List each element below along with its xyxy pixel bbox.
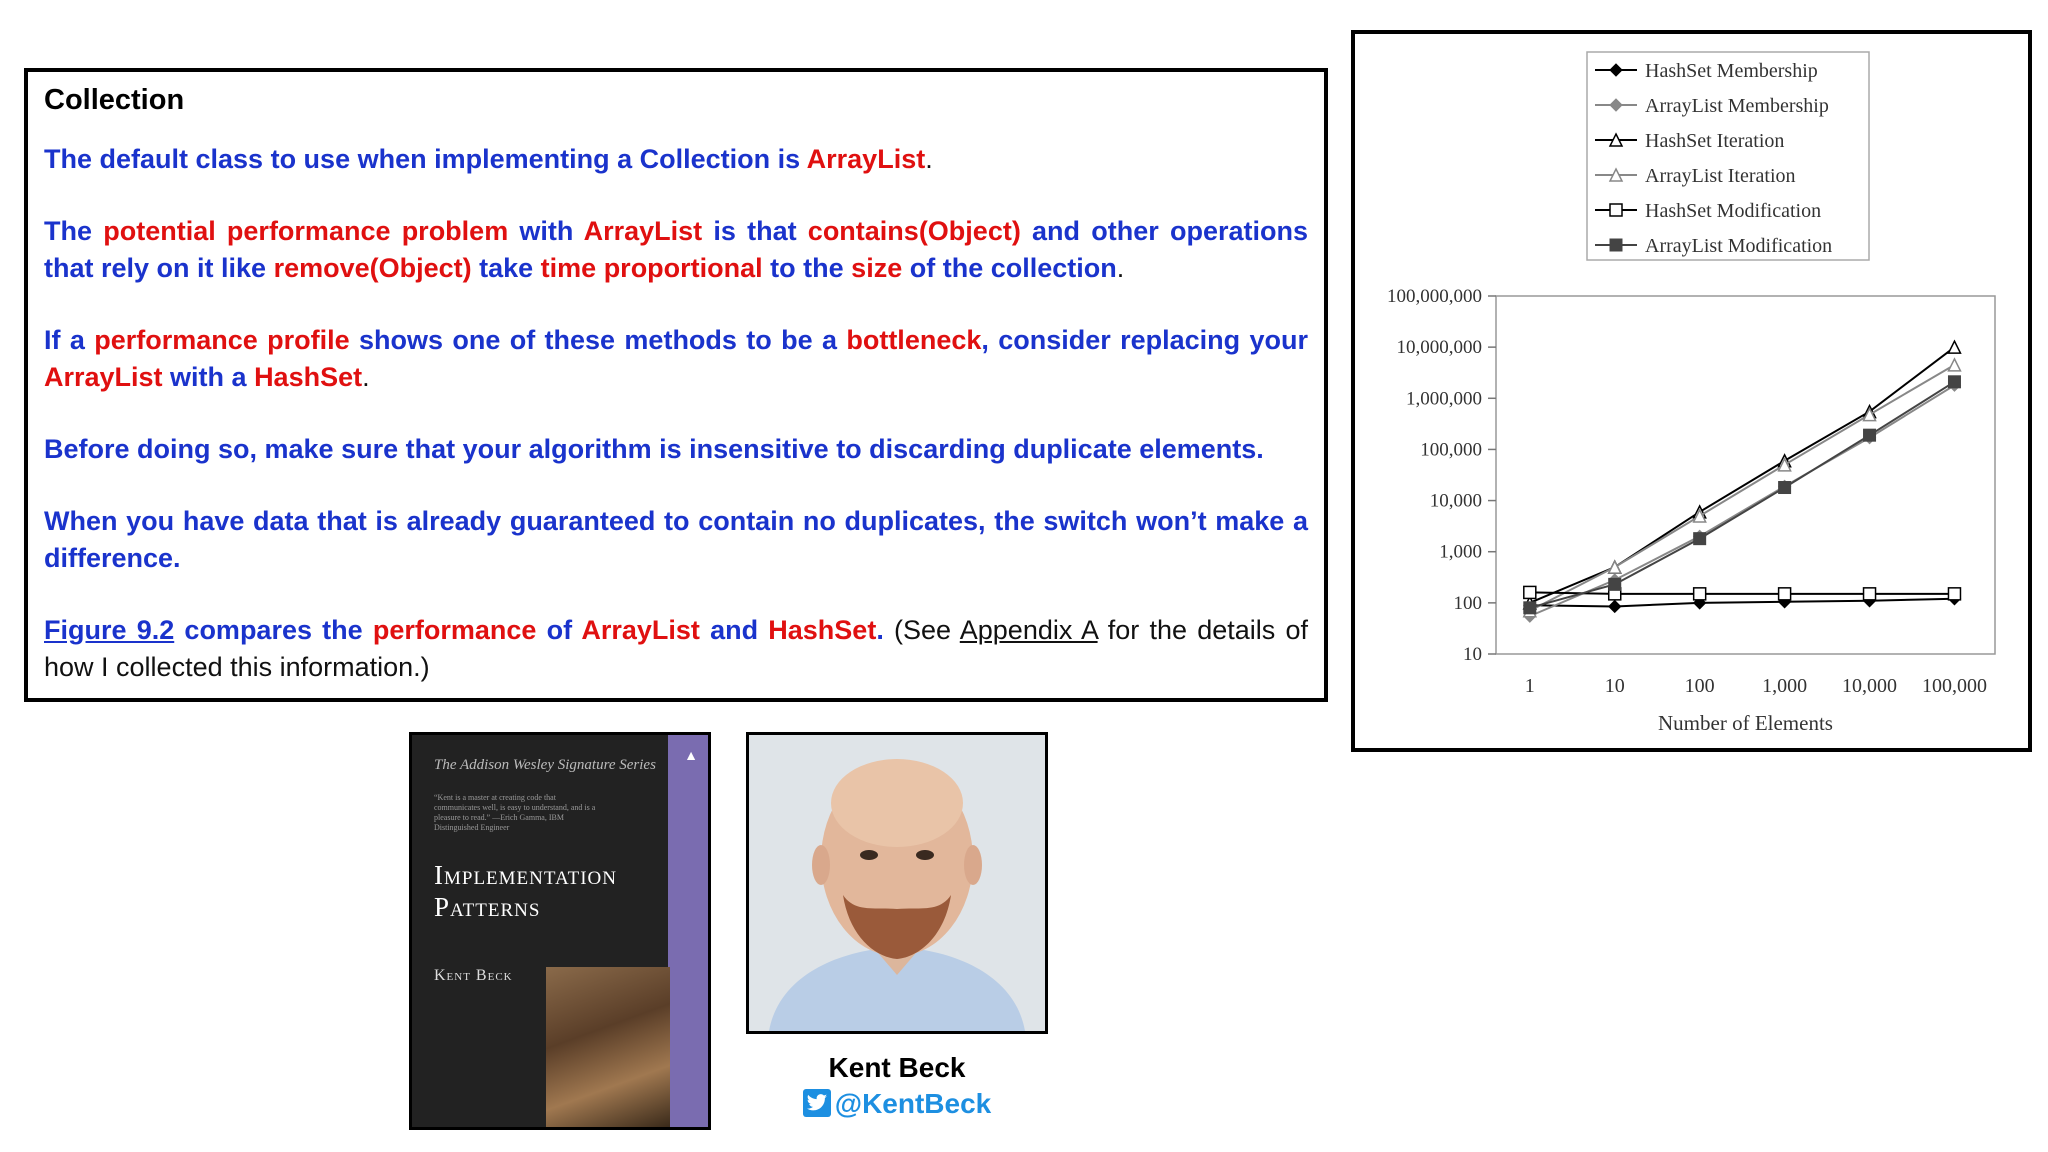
paragraph-performance-problem bbox=[44, 213, 1308, 287]
text-span: with bbox=[508, 216, 584, 246]
text-span: . bbox=[1116, 253, 1125, 283]
x-tick-label: 1,000 bbox=[1762, 675, 1808, 697]
appendix-link[interactable]: Appendix A bbox=[959, 615, 1098, 645]
legend-label: ArrayList Membership bbox=[1645, 95, 1829, 117]
y-tick-label: 100,000,000 bbox=[1387, 286, 1482, 307]
author-photo bbox=[746, 732, 1048, 1034]
y-tick-label: 10,000,000 bbox=[1396, 337, 1482, 359]
data-point bbox=[1609, 561, 1621, 573]
legend-label: HashSet Iteration bbox=[1645, 130, 1785, 152]
twitter-icon bbox=[803, 1089, 831, 1117]
y-tick-label: 10,000 bbox=[1429, 490, 1482, 512]
twitter-handle-row[interactable] bbox=[746, 1088, 1048, 1120]
text-span: . bbox=[362, 362, 370, 392]
text-span: The default class to use when implementing a Collection is bbox=[44, 144, 807, 174]
text-span: take bbox=[471, 253, 541, 283]
text-span: . bbox=[876, 615, 884, 645]
y-tick-label: 100 bbox=[1453, 592, 1482, 614]
text-span: shows one of these methods to be a bbox=[349, 325, 847, 355]
performance-chart bbox=[1355, 34, 2028, 748]
legend-label: HashSet Modification bbox=[1645, 200, 1822, 222]
series-line-1 bbox=[1530, 599, 1955, 607]
legend-label: HashSet Membership bbox=[1645, 60, 1818, 82]
collection-text-panel bbox=[24, 68, 1328, 702]
book-title bbox=[434, 859, 617, 923]
data-point bbox=[1524, 602, 1536, 614]
text-span: of bbox=[536, 615, 582, 645]
x-tick-label: 10,000 bbox=[1842, 675, 1898, 697]
data-point bbox=[1948, 376, 1960, 388]
series-line-4 bbox=[1530, 365, 1955, 611]
legend-label: ArrayList Iteration bbox=[1645, 165, 1796, 187]
x-tick-label: 1 bbox=[1524, 675, 1535, 697]
paragraph-default-class bbox=[44, 141, 1308, 178]
highlight-arraylist: ArrayList bbox=[806, 144, 926, 174]
text-span: to the bbox=[762, 253, 852, 283]
x-tick-label: 100 bbox=[1684, 675, 1715, 697]
legend-label: ArrayList Modification bbox=[1645, 235, 1833, 257]
paragraph-figure-reference bbox=[44, 612, 1308, 686]
book-author: Kent Beck bbox=[434, 967, 513, 984]
legend-marker bbox=[1610, 239, 1622, 251]
highlight-span: HashSet bbox=[768, 615, 877, 645]
legend-marker bbox=[1610, 204, 1622, 216]
highlight-span: ArrayList bbox=[583, 216, 703, 246]
legend-box bbox=[1587, 52, 1869, 260]
series-line-2 bbox=[1530, 385, 1955, 616]
publisher-logo-icon: ▲ bbox=[684, 747, 698, 763]
paragraph-bottleneck bbox=[44, 322, 1308, 396]
data-point bbox=[1779, 588, 1791, 600]
highlight-span: performance profile bbox=[94, 325, 350, 355]
paragraph-duplicates-caution: Before doing so, make sure that your algorithm is insensitive to discarding duplicate elements. bbox=[44, 434, 1264, 464]
data-point bbox=[1948, 588, 1960, 600]
book-cover bbox=[409, 732, 711, 1130]
data-point bbox=[1609, 578, 1621, 590]
author-portrait-icon bbox=[749, 735, 1045, 1031]
data-point bbox=[1864, 429, 1876, 441]
data-point bbox=[1948, 341, 1960, 353]
paragraph-no-duplicates: When you have data that is already guaranteed to contain no duplicates, the switch won’t make a difference. bbox=[44, 506, 1308, 573]
text-span: of the collection bbox=[902, 253, 1117, 283]
data-point bbox=[1948, 359, 1960, 371]
highlight-span: remove(Object) bbox=[273, 253, 472, 283]
highlight-span: size bbox=[851, 253, 903, 283]
data-point bbox=[1694, 588, 1706, 600]
book-spine-stripe bbox=[668, 735, 708, 1127]
book-title-line: Implementation bbox=[434, 860, 617, 890]
data-point bbox=[1779, 482, 1791, 494]
figure-link[interactable]: Figure 9.2 bbox=[44, 615, 175, 645]
text-span: , consider replacing your bbox=[981, 325, 1309, 355]
x-tick-label: 10 bbox=[1604, 675, 1625, 697]
text-span: is that bbox=[702, 216, 808, 246]
highlight-span: ArrayList bbox=[44, 362, 163, 392]
performance-chart-panel bbox=[1351, 30, 2032, 752]
data-point bbox=[1694, 533, 1706, 545]
text-span: If a bbox=[44, 325, 95, 355]
series-line-6 bbox=[1530, 382, 1955, 608]
text-span: (See bbox=[883, 615, 960, 645]
x-tick-label: 100,000 bbox=[1921, 675, 1987, 697]
highlight-span: potential performance problem bbox=[103, 216, 509, 246]
book-quote: “Kent is a master at creating code that communicates well, is easy to understand, and is a pleasure to read.” —Erich Gamma, IBM Distinguished Engineer bbox=[434, 793, 596, 832]
text-span: and bbox=[699, 615, 769, 645]
data-point bbox=[1864, 588, 1876, 600]
highlight-span: ArrayList bbox=[581, 615, 700, 645]
series-line-3 bbox=[1530, 347, 1955, 603]
author-name: Kent Beck bbox=[828, 1052, 966, 1083]
highlight-span: performance bbox=[372, 615, 537, 645]
text-span: with a bbox=[162, 362, 255, 392]
text-span: compares the bbox=[174, 615, 373, 645]
text-span: The bbox=[44, 216, 104, 246]
y-tick-label: 10 bbox=[1463, 644, 1482, 665]
highlight-span: time proportional bbox=[540, 253, 763, 283]
text-span: for the details of how I collected this information.) bbox=[44, 615, 1308, 682]
book-series: The Addison Wesley Signature Series bbox=[434, 757, 656, 773]
x-axis-label: Number of Elements bbox=[1658, 711, 1833, 735]
section-title: Collection bbox=[44, 84, 185, 116]
book-cover-photo bbox=[546, 967, 670, 1127]
text-span: and other operations that rely on it like bbox=[44, 216, 1308, 283]
highlight-span: contains(Object) bbox=[807, 216, 1021, 246]
text-span: . bbox=[925, 144, 933, 174]
highlight-span: bottleneck bbox=[846, 325, 982, 355]
y-tick-label: 1,000,000 bbox=[1406, 388, 1482, 410]
series-line-5 bbox=[1530, 592, 1955, 593]
book-title-line: Patterns bbox=[434, 892, 541, 922]
twitter-handle[interactable]: @KentBeck bbox=[834, 1088, 992, 1119]
data-point bbox=[1609, 600, 1621, 612]
y-tick-label: 100,000 bbox=[1420, 439, 1482, 461]
data-point bbox=[1524, 586, 1536, 598]
highlight-span: HashSet bbox=[254, 362, 363, 392]
y-tick-label: 1,000 bbox=[1439, 541, 1482, 563]
